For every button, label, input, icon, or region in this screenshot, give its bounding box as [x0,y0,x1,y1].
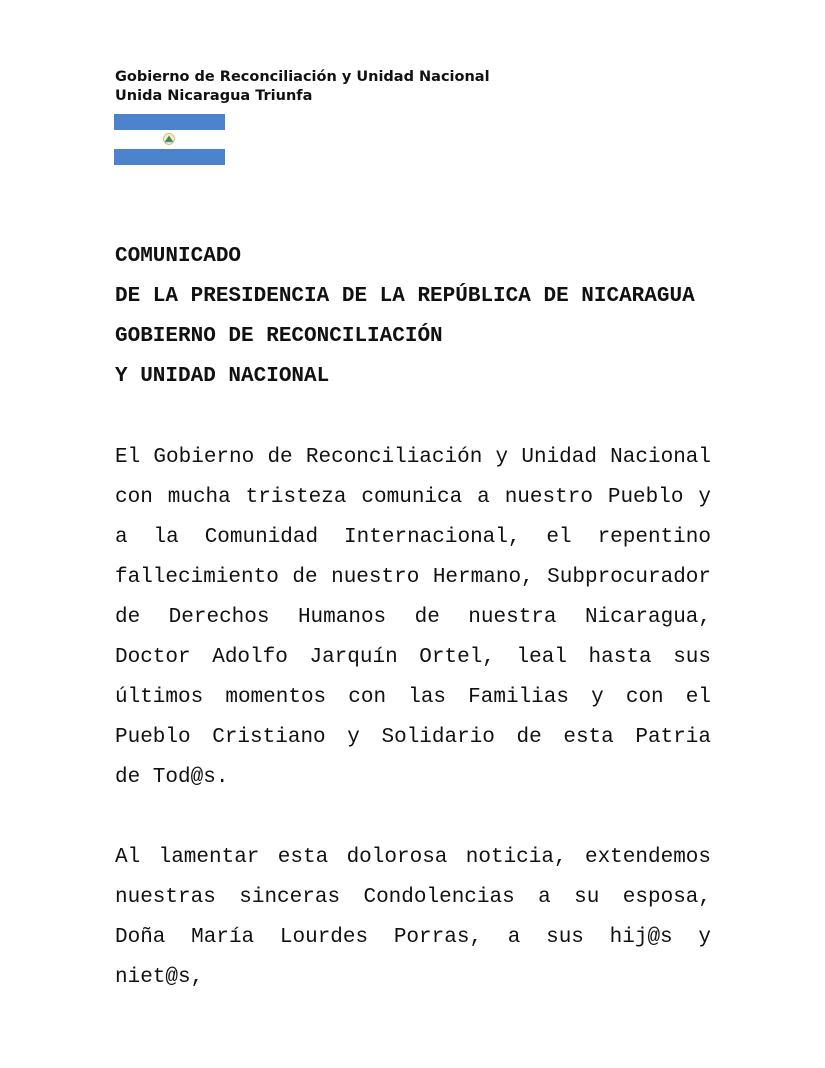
text-line: Doctor Adolfo Jarquín Ortel, leal hasta sus [115,646,711,669]
text-line: de Tod@s. [115,766,229,789]
title-line: GOBIERNO DE RECONCILIACIÓN [115,325,443,348]
title-line: DE LA PRESIDENCIA DE LA REPÚBLICA DE NICARAGUA [115,285,695,308]
text-line: de Derechos Humanos de nuestra Nicaragua, [115,606,711,629]
text-line: a la Comunidad Internacional, el repentino [115,526,711,549]
text-line: Pueblo Cristiano y Solidario de esta Patria [115,726,711,749]
text-line: últimos momentos con las Familias y con el [115,686,711,709]
text-line: Al lamentar esta dolorosa noticia, extendemos [115,846,711,869]
text-line: con mucha tristeza comunica a nuestro Pueblo y [115,486,711,509]
coat-of-arms-icon [162,133,176,145]
letterhead [115,68,490,106]
text-line: El Gobierno de Reconciliación y Unidad Nacional [115,446,711,469]
text-line: fallecimiento de nuestro Hermano, Subprocurador [115,566,711,589]
paragraph-announcement [115,438,711,798]
paragraph-condolences [115,838,711,989]
nicaragua-flag [114,114,225,165]
communique-title [115,237,695,397]
letterhead-government-name: Gobierno de Reconciliación y Unidad Nacional [115,69,490,85]
title-line: COMUNICADO [115,245,242,268]
text-line: nuestras sinceras Condolencias a su esposa, [115,886,711,909]
title-line: Y UNIDAD NACIONAL [115,365,330,388]
letterhead-slogan: Unida Nicaragua Triunfa [115,88,313,104]
text-line: Doña María Lourdes Porras, a sus hij@s y niet@s, [115,926,711,989]
